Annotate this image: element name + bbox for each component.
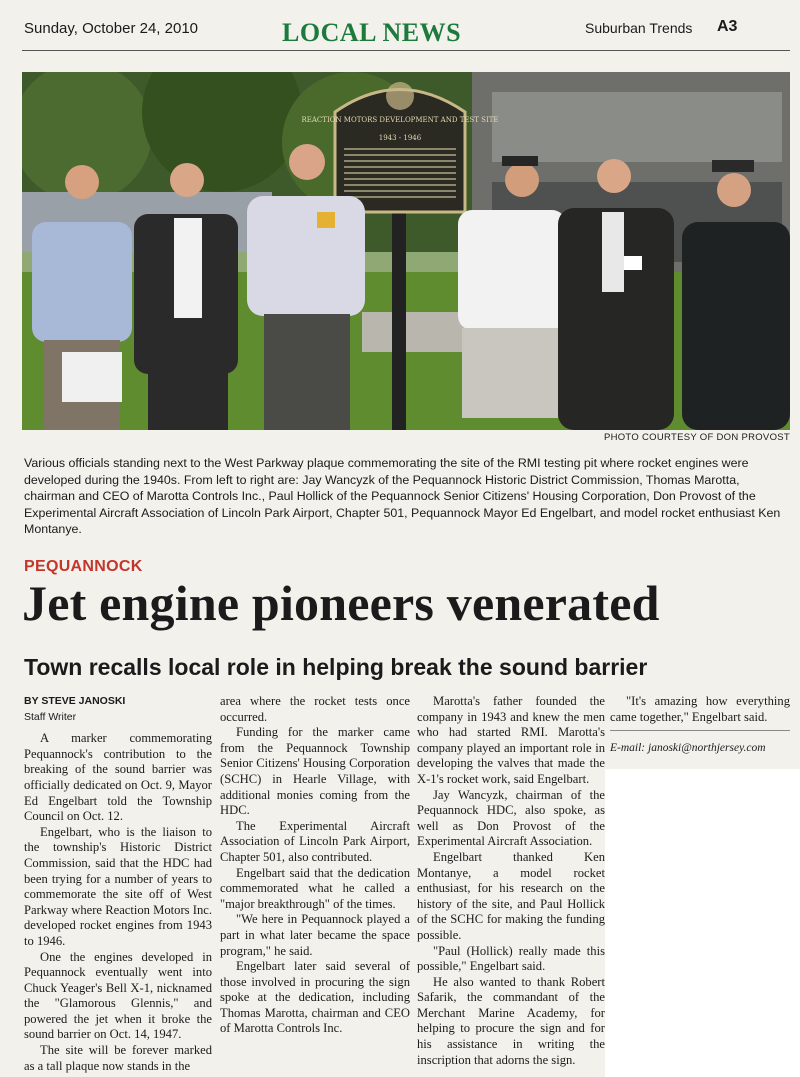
author-email: E-mail: janoski@northjersey.com (610, 742, 766, 755)
paragraph: The Experimental Aircraft Association of Lincoln Park Airport, Chapter 501, also contributed. (220, 818, 410, 864)
photo-caption: Various officials standing next to the West Parkway plaque commemorating the site of the RMI testing pit where rocket engines were developed during the 1940s. From left to right are: Jay Wancyzk of the Pequannock Historic District Commission, Thomas Marotta, chairman and CEO of Marotta Controls Inc., Paul Hollick of the Pequannock Senior Citizens' Housing Corporation, Don Provost of the Experimental Aircraft Association of Lincoln Park Airport, Chapter 501, Pequannock Mayor Ed Engelbart, and model rocket enthusiast Ken Montanye. (24, 456, 781, 536)
staff-title: Staff Writer (24, 710, 77, 723)
paragraph: He also wanted to thank Robert Safarik, the commandant of the Merchant Marine Academy, for helping to procure the sign and for his assistance in writing the inscription that adorns the sign. (417, 974, 605, 1067)
masthead-date: Sunday, October 24, 2010 (24, 20, 199, 37)
paper-name: Suburban Trends (585, 20, 693, 36)
article-column-1 (24, 694, 212, 1074)
paragraph: "We here in Pequannock played a part in what later became the space program," he said. (220, 912, 410, 958)
article-column-2 (220, 694, 410, 1037)
subheadline: Town recalls local role in helping break the sound barrier (24, 654, 648, 680)
kicker: PEQUANNOCK (24, 558, 143, 575)
paragraph: Engelbart, who is the liaison to the township's Historic District Commission, said that the HDC had been trying for a number of years to commemorate the site off of West Parkway where Reaction Motors Inc. developed rocket engines from 1943 to 1946. (24, 824, 212, 948)
section-title: LOCAL NEWS (282, 18, 462, 47)
byline: BY STEVE JANOSKI (24, 695, 126, 707)
article-column-3 (417, 694, 605, 1068)
paragraph: Funding for the marker came from the Pequannock Township Senior Citizens' Housing Corporation (SCHC) in Hearle Village, with additional monies coming from the HDC. (220, 725, 410, 818)
photo-illustration (22, 72, 790, 430)
paragraph: area where the rocket tests once occurred. (220, 694, 410, 724)
blank-area (605, 769, 800, 1077)
news-photo (22, 72, 790, 430)
paragraph: Engelbart said that the dedication commemorated what he called a "major breakthrough" of the times. (220, 865, 410, 911)
page-number: A3 (717, 18, 738, 35)
photo-credit: PHOTO COURTESY OF DON PROVOST (603, 432, 790, 443)
paragraph: The site will be forever marked as a tall plaque now stands in the (24, 1043, 212, 1073)
masthead-rule (22, 50, 790, 51)
paragraph: Engelbart thanked Ken Montanye, a model rocket enthusiast, for his research on the history of the site, and Paul Hollick of the SCHC for making the funding possible. (417, 849, 605, 942)
paragraph: Marotta's father founded the company in 1943 and knew the men who had started RMI. Marotta's company played an important role in developing the valves that made the X-1's rocket work, said Engelbart. (417, 694, 605, 786)
paragraph: One the engines developed in Pequannock eventually went into Chuck Yeager's Bell X-1, nicknamed the "Glamorous Glennis," and powered the jet when it broke the sound barrier on Oct. 14, 1947. (24, 949, 212, 1042)
paragraph: Engelbart later said several of those involved in procuring the sign spoke at the dedication, including Thomas Marotta, chairman and CEO of Marotta Controls Inc. (220, 959, 410, 1036)
paragraph: Jay Wancyzk, chairman of the Pequannock HDC, also spoke, as well as Don Provost of the Experimental Aircraft Association. (417, 787, 605, 849)
paragraph: "Paul (Hollick) really made this possible," Engelbart said. (417, 943, 605, 974)
paragraph: "It's amazing how everything came together," Engelbart said. (610, 694, 790, 724)
column-rule (610, 730, 790, 731)
plaque-years: 1943 - 1946 (378, 134, 422, 142)
article-column-4 (610, 694, 790, 757)
plaque-title: REACTION MOTORS DEVELOPMENT AND TEST SITE (301, 116, 499, 124)
headline: Jet engine pioneers venerated (22, 575, 660, 631)
paragraph: A marker commemorating Pequannock's contribution to the breaking of the sound barrier was officially dedicated on Oct. 9, Mayor Ed Engelbart told the Township Council on Oct. 12. (24, 731, 212, 824)
